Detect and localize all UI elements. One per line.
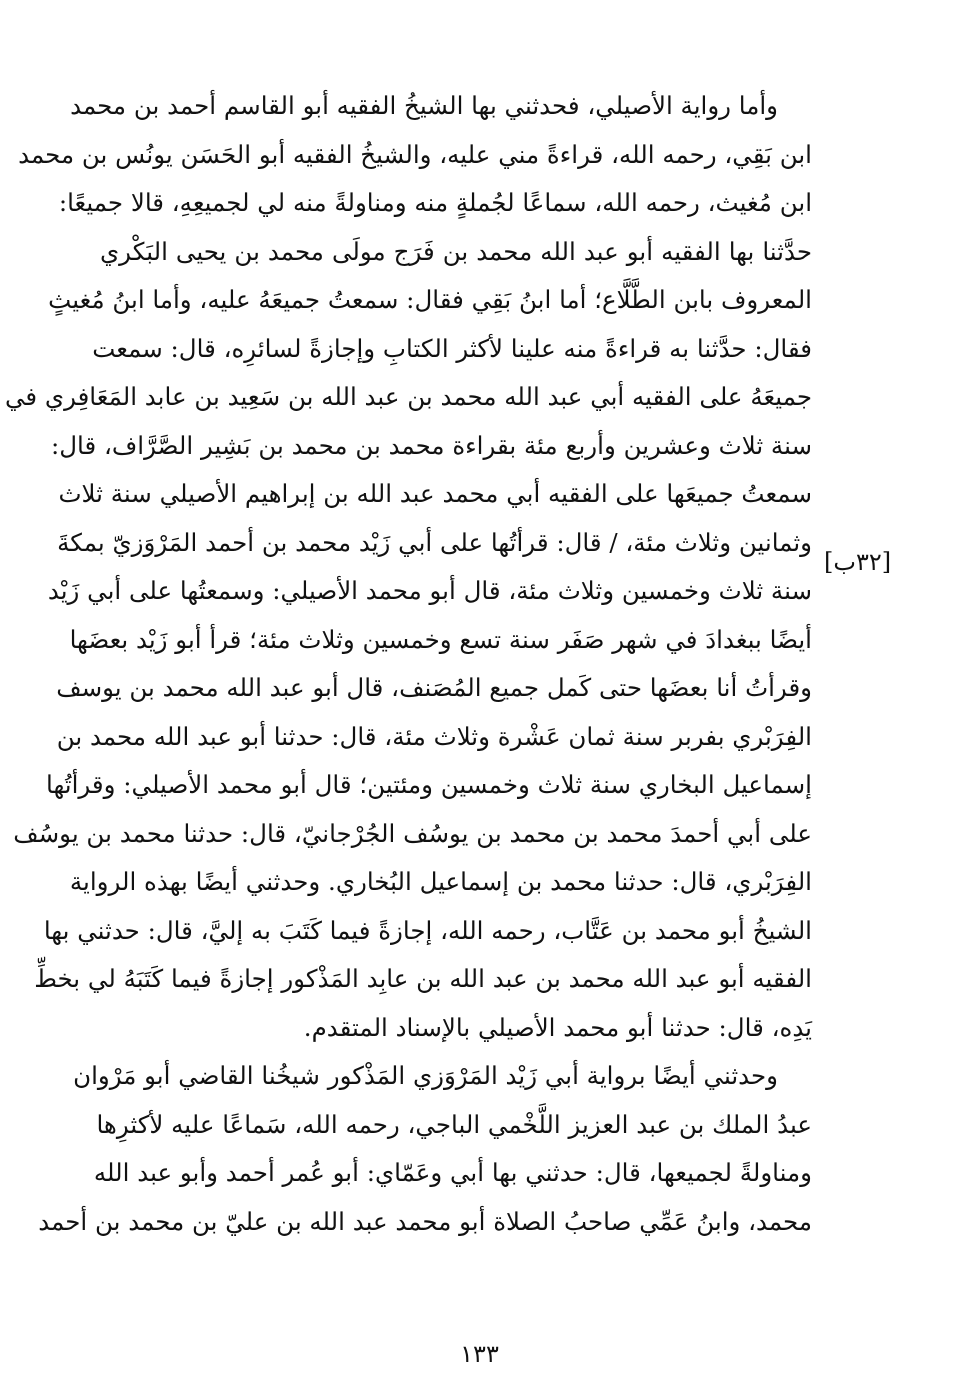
text-line: وثمانين وثلاث مئة، / قال: قرأتُها على أبي زَيْد محمد بن أحمد المَرْوَزيّ بمكةَ	[57, 527, 812, 557]
text-line: الفِرَبْري، قال: حدثنا محمد بن إسماعيل البُخاري. وحدثني أيضًا بهذه الرواية	[69, 867, 812, 896]
page-number: ١٣٣	[460, 1340, 499, 1368]
text-line: إسماعيل البخاري سنة ثلاث وخمسين ومئتين؛ قال أبو محمد الأصيلي: وقرأتُها	[46, 770, 812, 799]
text-line: وقرأتُ أنا بعضَها حتى كَمل جميع المُصَنف، قال أبو عبد الله محمد بن يوسف	[56, 673, 812, 702]
text-line: ومناولةً لجميعها، قال: حدثني بها أبي وعَمّاي: أبو عُمر أحمد وأبو عبد الله	[93, 1158, 812, 1187]
text-line: على أبي أحمدَ محمد بن محمد بن يوسُف الجُرْجانيّ، قال: حدثنا محمد بن يوسُف	[13, 818, 812, 848]
manuscript-folio-note: [٣٢ب]	[824, 548, 892, 576]
text-line: سنة ثلاث وخمسين وثلاث مئة، قال أبو محمد الأصيلي: وسمعتُها على أبي زَيْد	[47, 576, 812, 605]
text-line: ابن بَقِي، رحمه الله، قراءةً مني عليه، والشيخُ الفقيه أبو الحَسَن يونُس بن محمد	[18, 139, 812, 169]
text-line: الفِرَبْري بفربر سنة ثمان عَشْرة وثلاث مئة، قال: حدثنا أبو عبد الله محمد بن	[56, 721, 812, 751]
text-line: ابن مُغيث، رحمه الله، سماعًا لجُملةٍ منه ومناولةً منه لي لجميعِهِ، قالا جميعًا:	[58, 188, 812, 217]
body-text	[4, 82, 812, 1246]
text-line: المعروف بابن الطَّلَّاع؛ أما ابنُ بَقِي فقال: سمعتُ جميعَهُ عليه، وأما ابنُ مُغيثٍ	[48, 285, 812, 314]
text-line: عبدُ الملك بن عبد العزيز اللَّخْمي الباجي، رحمه الله، سَماعًا عليه لأكثرِها	[96, 1109, 812, 1139]
text-line: وأما رواية الأصيلي، فحدثني بها الشيخُ الفقيه أبو القاسم أحمد بن محمد	[70, 91, 778, 120]
text-line: سمعتُ جميعَها على الفقيه أبي محمد عبد الله بن إبراهيم الأصيلي سنة ثلاث	[58, 479, 812, 508]
text-line: وحدثني أيضًا برواية أبي زَيْد المَرْوَزي المَذْكور شيخُنا القاضي أبو مَرْوان	[73, 1061, 778, 1090]
text-line: الفقيه أبو عبد الله محمد بن عبد الله بن عابِد المَذْكور إجازةً فيما كَتَبَهُ لي بخطِّ	[34, 964, 812, 993]
text-line: فقال: حدَّثنا به قراءةً منه علينا لأكثر الكتابِ وإجازةً لسائرِه، قال: سمعت	[92, 333, 812, 363]
text-line: حدَّثنا بها الفقيه أبو عبد الله محمد بن فَرَج مولَى محمد بن يحيى البَكْري	[100, 236, 812, 266]
text-line: جميعَهُ على الفقيه أبي عبد الله محمد بن عبد الله بن سَعِيد بن عابد المَعَافِري في	[4, 382, 812, 411]
text-line: أيضًا ببغدادَ في شهر صَفَر سنة تسع وخمسين وثلاث مئة؛ قرأ أبو زَيْد بعضَها	[69, 624, 812, 654]
text-line: الشيخُ أبو محمد بن عَتَّاب، رحمه الله، إجازةً فيما كَتَبَ به إليَّ، قال: حدثني بها	[43, 915, 812, 945]
text-line: سنة ثلاث وعشرين وأربع مئة بقراءة محمد بن محمد بن بَشِير الصَّرَّاف، قال:	[50, 430, 812, 460]
text-line: محمد، وابنُ عَمِّي صاحبُ الصلاة أبو محمد عبد الله بن عليّ بن محمد بن أحمد	[38, 1206, 812, 1236]
text-line: يَدِه، قال: حدثنا أبو محمد الأصيلي بالإسناد المتقدم.	[303, 1012, 812, 1042]
